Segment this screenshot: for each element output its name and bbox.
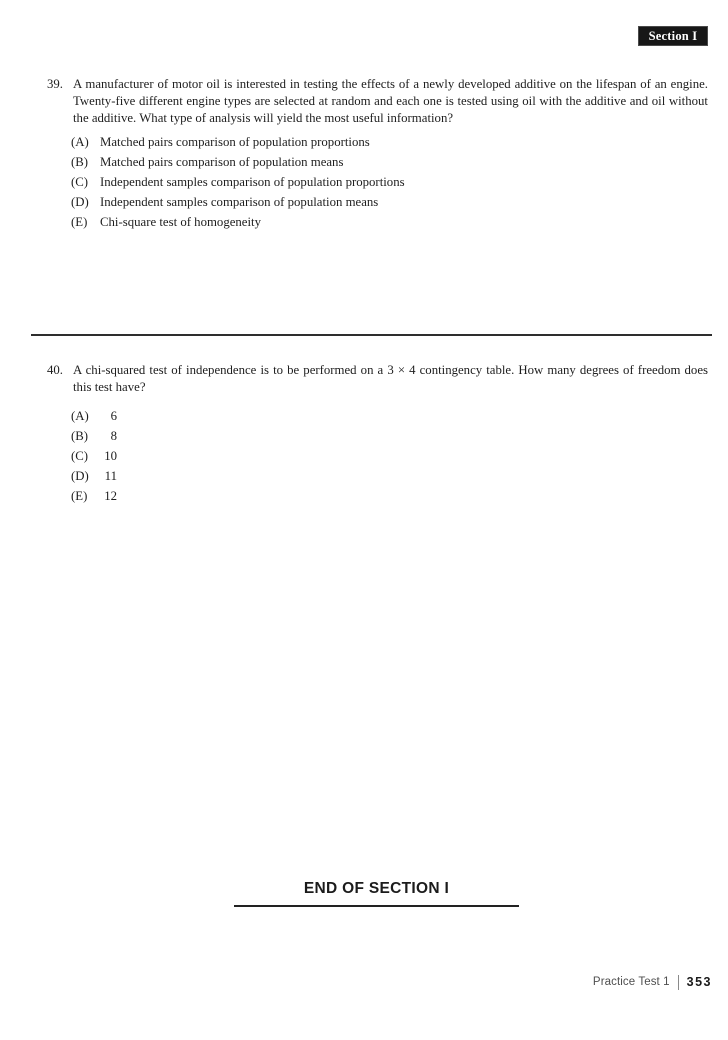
question-40-option-a (71, 408, 708, 428)
question-divider (31, 334, 712, 336)
page-number: 353 (686, 975, 712, 989)
option-text: Matched pairs comparison of population means (100, 155, 344, 169)
option-letter: (D) (71, 195, 89, 209)
question-39-stem (47, 76, 708, 127)
option-letter: (A) (71, 409, 89, 423)
end-of-section-marker: END OF SECTION I (234, 880, 519, 907)
question-40-option-b (71, 428, 708, 448)
option-text: 10 (104, 449, 117, 463)
question-40-option-d (71, 468, 708, 488)
footer-separator (678, 975, 679, 990)
question-39-text: A manufacturer of motor oil is interested in testing the effects of a newly developed additive on the lifespan of an engine. Twenty-five different engine types are selected at random and each one is tested using oil with the additive and oil without the additive. What type of analysis will yield the most useful information? (73, 77, 708, 125)
question-39-option-d (71, 194, 708, 214)
practice-test-label: Practice Test 1 (592, 976, 670, 988)
section-badge: Section I (638, 26, 708, 46)
option-text: 12 (104, 489, 117, 503)
option-letter: (B) (71, 155, 89, 169)
option-letter: (D) (71, 469, 89, 483)
question-39-options (71, 134, 708, 234)
question-39-option-b (71, 154, 708, 174)
option-letter: (C) (71, 175, 89, 189)
option-letter: (E) (71, 215, 88, 229)
option-text: 8 (110, 429, 117, 443)
option-letter: (A) (71, 135, 89, 149)
option-letter: (B) (71, 429, 89, 443)
question-40-text: A chi-squared test of independence is to be performed on a 3 × 4 contingency table. How many degrees of freedom does this test have? (73, 363, 708, 394)
question-40-options (71, 408, 708, 508)
option-text: Matched pairs comparison of population proportions (100, 135, 370, 149)
option-letter: (E) (71, 489, 88, 503)
option-text: Independent samples comparison of population means (100, 195, 379, 209)
question-40-number: 40. (47, 363, 63, 377)
question-40 (47, 362, 708, 508)
question-39-option-a (71, 134, 708, 154)
question-39-option-e (71, 214, 708, 234)
option-letter: (C) (71, 449, 89, 463)
page-footer (593, 974, 712, 991)
option-text: Independent samples comparison of population proportions (100, 175, 405, 189)
question-40-option-e (71, 488, 708, 508)
option-text: 11 (104, 469, 117, 483)
option-text: Chi-square test of homogeneity (100, 215, 261, 229)
question-40-stem (47, 362, 708, 396)
option-text: 6 (110, 409, 117, 423)
question-39 (47, 76, 708, 234)
question-40-option-c (71, 448, 708, 468)
question-39-option-c (71, 174, 708, 194)
question-39-number: 39. (47, 77, 63, 91)
